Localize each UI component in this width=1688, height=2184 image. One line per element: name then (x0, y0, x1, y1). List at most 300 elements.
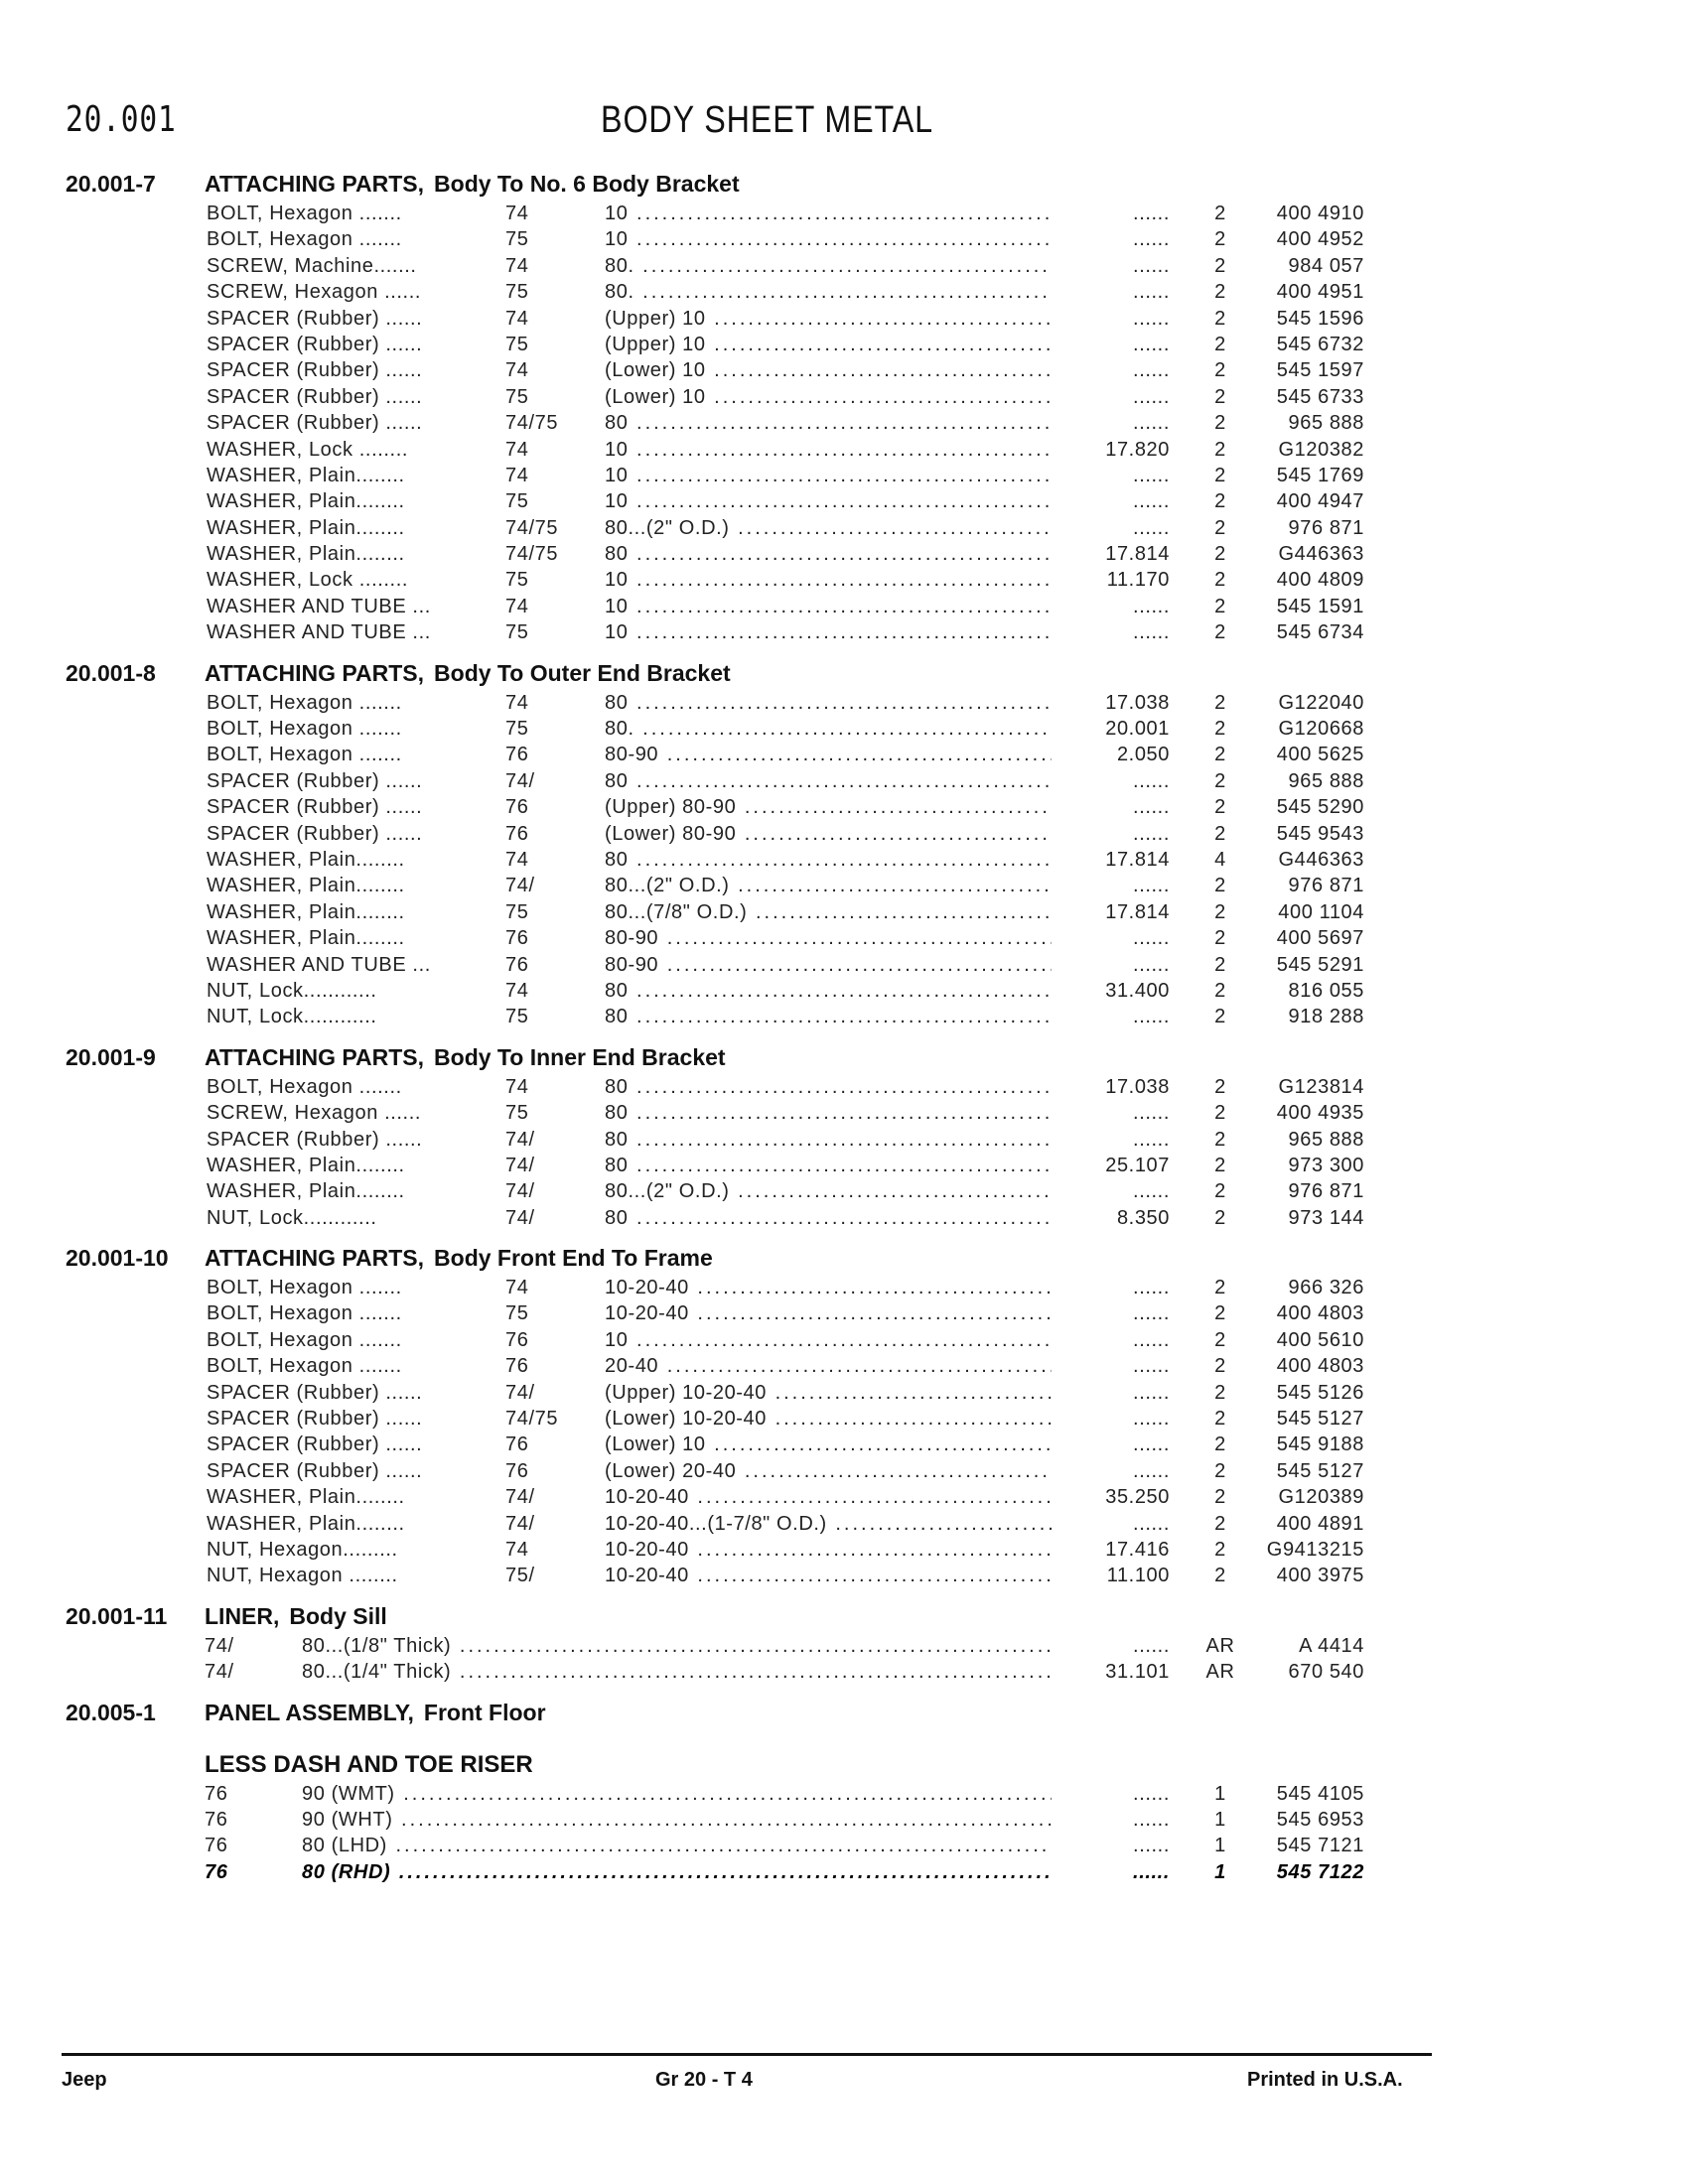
part-number: 400 3975 (1276, 1565, 1364, 1587)
application-text: 80 ..... (605, 770, 1052, 792)
quantity: 2 (1214, 1486, 1226, 1509)
model-number: 74/ (505, 875, 535, 897)
quantity: 2 (1214, 281, 1226, 304)
parts-section (0, 1245, 1688, 1589)
model-number: 74 (505, 979, 529, 1002)
part-description: BOLT, Hexagon ....... (207, 691, 402, 714)
application-text: (Lower) 10 ..... (605, 359, 1052, 381)
quantity: 2 (1214, 1180, 1226, 1203)
reference-number: 17.038 (1105, 1075, 1170, 1098)
table-row (0, 567, 1688, 593)
application-text: (Upper) 10 ..... (605, 308, 1052, 330)
table-row (0, 1633, 1688, 1659)
table-row (0, 1458, 1688, 1484)
part-description: WASHER, Lock ........ (207, 438, 409, 461)
table-row (0, 690, 1688, 716)
table-row (0, 873, 1688, 898)
table-row (0, 410, 1688, 436)
quantity: 2 (1214, 1565, 1226, 1587)
model-number: 74/ (505, 1486, 535, 1509)
application (605, 384, 1052, 410)
section-number: 20.001-9 (66, 1043, 156, 1070)
section-title (205, 1603, 387, 1630)
quantity: 1 (1214, 1808, 1226, 1831)
application-text: 10-20-40 ..... (605, 1277, 1052, 1298)
part-description: SPACER (Rubber) ...... (207, 1433, 423, 1456)
part-number: 545 5291 (1276, 953, 1364, 976)
application-text: 80 ..... (605, 1207, 1052, 1229)
quantity: 2 (1214, 228, 1226, 251)
reference-number: 25.107 (1105, 1154, 1170, 1176)
model-number: 75 (505, 228, 529, 251)
part-description: SCREW, Hexagon ...... (207, 281, 422, 304)
part-number: 545 9543 (1276, 822, 1364, 845)
application (605, 1004, 1052, 1029)
model-number: 76 (505, 1433, 529, 1456)
part-description: WASHER, Plain........ (207, 464, 405, 486)
application (605, 873, 1052, 898)
table-row (0, 594, 1688, 619)
reference-number: ...... (1133, 621, 1170, 644)
part-number: 545 7121 (1276, 1835, 1364, 1857)
part-description: SPACER (Rubber) ...... (207, 822, 423, 845)
table-row (0, 1004, 1688, 1029)
parts-list (0, 167, 1688, 1899)
part-number: G120382 (1278, 438, 1364, 461)
application-text: 80 ..... (605, 1006, 1052, 1027)
reference-number: ...... (1133, 307, 1170, 330)
parts-section (0, 660, 1688, 1030)
application-text: 80 ..... (605, 980, 1052, 1002)
quantity: 2 (1214, 979, 1226, 1002)
table-row (0, 1100, 1688, 1126)
quantity: 2 (1214, 307, 1226, 330)
table-row (0, 463, 1688, 488)
parts-section (0, 1700, 1688, 1886)
reference-number: ...... (1133, 1808, 1170, 1831)
reference-number: 17.814 (1105, 543, 1170, 566)
quantity: 2 (1214, 1075, 1226, 1098)
application (605, 488, 1052, 514)
table-row (0, 1205, 1688, 1231)
application (302, 1833, 1052, 1858)
part-description: WASHER AND TUBE ... (207, 621, 431, 644)
application (605, 226, 1052, 252)
reference-number: 11.100 (1106, 1565, 1170, 1587)
part-description: WASHER, Plain........ (207, 900, 405, 923)
quantity: 2 (1214, 359, 1226, 382)
quantity: 2 (1214, 1381, 1226, 1404)
reference-number: ...... (1133, 1180, 1170, 1203)
application (605, 437, 1052, 463)
reference-number: ...... (1133, 1835, 1170, 1857)
section-number: 20.001-10 (66, 1245, 169, 1272)
table-row (0, 515, 1688, 541)
application (605, 794, 1052, 820)
part-number: 545 1596 (1276, 307, 1364, 330)
table-row (0, 1353, 1688, 1379)
table-row (0, 619, 1688, 645)
table-row (0, 716, 1688, 742)
table-row (0, 1484, 1688, 1510)
application-text: 10 ..... (605, 596, 1052, 617)
section-title-main: PANEL ASSEMBLY, (205, 1699, 414, 1725)
section-title-main: ATTACHING PARTS, (205, 1043, 425, 1070)
part-number: 400 4935 (1276, 1102, 1364, 1125)
application (605, 619, 1052, 645)
application (605, 1074, 1052, 1100)
model-number: 75 (505, 333, 529, 355)
model-number: 74/ (505, 1206, 535, 1229)
part-description: WASHER, Plain........ (207, 927, 405, 950)
application (605, 306, 1052, 332)
model-number: 74/75 (505, 543, 559, 566)
reference-number: ...... (1133, 1128, 1170, 1151)
reference-number: ...... (1133, 1302, 1170, 1325)
part-description: NUT, Lock............ (207, 979, 377, 1002)
model-number: 76 (505, 744, 529, 766)
application (302, 1659, 1052, 1685)
reference-number: ...... (1133, 769, 1170, 792)
table-row (0, 1127, 1688, 1153)
application (605, 1127, 1052, 1153)
table-row (0, 1833, 1688, 1858)
reference-number: ...... (1133, 1408, 1170, 1431)
part-description: WASHER, Plain........ (207, 848, 405, 871)
reference-number: 20.001 (1105, 718, 1170, 741)
quantity: 2 (1214, 569, 1226, 592)
page-title: BODY SHEET METAL (601, 99, 933, 141)
part-description: WASHER, Lock ........ (207, 569, 409, 592)
quantity: 2 (1214, 438, 1226, 461)
application (605, 1432, 1052, 1457)
application (605, 742, 1052, 767)
part-number: 545 1597 (1276, 359, 1364, 382)
model-number: 75 (505, 621, 529, 644)
application-text: 10 ..... (605, 621, 1052, 643)
application (605, 1327, 1052, 1353)
application (605, 690, 1052, 716)
parts-section (0, 171, 1688, 646)
table-row (0, 384, 1688, 410)
quantity: 2 (1214, 385, 1226, 408)
footer-group: Gr 20 - T 4 (655, 2069, 753, 2091)
part-description: WASHER, Plain........ (207, 516, 405, 539)
part-number: 545 1591 (1276, 595, 1364, 617)
table-row (0, 226, 1688, 252)
application-text: 10-20-40 ..... (605, 1302, 1052, 1324)
application (605, 279, 1052, 305)
part-number: 545 4105 (1276, 1782, 1364, 1805)
model-number: 75 (505, 569, 529, 592)
part-number: 545 5290 (1276, 796, 1364, 819)
part-description: BOLT, Hexagon ....... (207, 203, 402, 224)
table-row (0, 978, 1688, 1004)
part-number: 973 144 (1288, 1206, 1364, 1229)
reference-number: 11.170 (1106, 569, 1170, 592)
model-number: 76 (505, 953, 529, 976)
table-row (0, 847, 1688, 873)
model-number: 76 (505, 1459, 529, 1482)
application-text: 80. ..... (605, 718, 1052, 740)
reference-number: ...... (1133, 1277, 1170, 1299)
part-number: 973 300 (1288, 1154, 1364, 1176)
application (605, 1205, 1052, 1231)
section-title-main: LINER, (205, 1602, 280, 1629)
application-text: 80 ..... (605, 1129, 1052, 1151)
section-number: 20.001-11 (66, 1602, 168, 1629)
section-title-main: ATTACHING PARTS, (205, 171, 425, 197)
section-subtitle: Body To Outer End Bracket (434, 659, 731, 686)
section-title-main: ATTACHING PARTS, (205, 659, 425, 686)
quantity: 2 (1214, 953, 1226, 976)
application-text: 80 ..... (605, 543, 1052, 565)
reference-number: ...... (1133, 1634, 1170, 1657)
part-number: 545 5126 (1276, 1381, 1364, 1404)
quantity: 2 (1214, 1538, 1226, 1561)
quantity: 1 (1214, 1782, 1226, 1805)
quantity: AR (1205, 1634, 1235, 1657)
model-number: 74/75 (505, 516, 559, 539)
quantity: 2 (1214, 1277, 1226, 1299)
part-number: 400 5697 (1276, 927, 1364, 950)
table-row (0, 488, 1688, 514)
section-heading (0, 1700, 1688, 1729)
table-row (0, 899, 1688, 925)
quantity: 2 (1214, 1512, 1226, 1535)
part-description: SPACER (Rubber) ...... (207, 307, 423, 330)
application-text: 10-20-40...(1-7/8" O.D.) ..... (605, 1513, 1052, 1535)
table-row (0, 1781, 1688, 1807)
part-number: G9413215 (1266, 1538, 1364, 1561)
part-number: 545 6734 (1276, 621, 1364, 644)
part-number: 400 4809 (1276, 569, 1364, 592)
model-number: 74/ (205, 1634, 234, 1657)
model-number: 76 (205, 1860, 228, 1883)
model-number: 74 (505, 1075, 529, 1098)
table-row (0, 1153, 1688, 1178)
part-description: SPACER (Rubber) ...... (207, 1128, 423, 1151)
model-number: 75 (505, 385, 529, 408)
table-row (0, 952, 1688, 978)
application-text: 10 ..... (605, 465, 1052, 486)
reference-number: 17.820 (1105, 438, 1170, 461)
part-description: NUT, Lock............ (207, 1206, 377, 1229)
model-number: 75 (505, 281, 529, 304)
quantity: 2 (1214, 412, 1226, 435)
part-description: WASHER, Plain........ (207, 1486, 405, 1509)
part-number: 400 4803 (1276, 1355, 1364, 1378)
model-number: 74 (505, 464, 529, 486)
application-text: 80. ..... (605, 255, 1052, 277)
application (605, 594, 1052, 619)
quantity: 2 (1214, 1408, 1226, 1431)
section-heading (0, 660, 1688, 690)
application-text: 80 ..... (605, 412, 1052, 434)
reference-number: ...... (1133, 464, 1170, 486)
part-description: SCREW, Machine....... (207, 254, 417, 277)
application-text: 20-40 ..... (605, 1355, 1052, 1377)
application-text: 90 (WMT) ..... (302, 1783, 1052, 1805)
reference-number: ...... (1133, 1860, 1170, 1883)
reference-number: 31.101 (1105, 1661, 1170, 1684)
table-row (0, 1807, 1688, 1833)
table-row (0, 201, 1688, 226)
quantity: 2 (1214, 718, 1226, 741)
application (605, 1275, 1052, 1300)
reference-number: ...... (1133, 595, 1170, 617)
quantity: 2 (1214, 796, 1226, 819)
reference-number: ...... (1133, 822, 1170, 845)
part-description: SPACER (Rubber) ...... (207, 385, 423, 408)
application (605, 332, 1052, 357)
part-description: BOLT, Hexagon ....... (207, 1355, 402, 1378)
model-number: 74/ (505, 1154, 535, 1176)
part-number: 976 871 (1288, 516, 1364, 539)
quantity: 2 (1214, 1128, 1226, 1151)
table-row (0, 437, 1688, 463)
table-row (0, 794, 1688, 820)
part-description: BOLT, Hexagon ....... (207, 1075, 402, 1098)
section-number: 20.001-7 (66, 171, 156, 197)
quantity: 2 (1214, 1433, 1226, 1456)
part-description: SPACER (Rubber) ...... (207, 769, 423, 792)
part-number: G120389 (1278, 1486, 1364, 1509)
reference-number: ...... (1133, 385, 1170, 408)
application (302, 1781, 1052, 1807)
part-description: NUT, Hexagon ........ (207, 1565, 398, 1587)
reference-number: 35.250 (1105, 1486, 1170, 1509)
section-subtitle: Body Sill (289, 1602, 387, 1629)
part-number: 400 4910 (1276, 203, 1364, 224)
application (605, 768, 1052, 794)
application (605, 1406, 1052, 1432)
parts-section (0, 1044, 1688, 1231)
application (605, 201, 1052, 226)
reference-number: ...... (1133, 1006, 1170, 1028)
application (605, 821, 1052, 847)
application (605, 847, 1052, 873)
part-description: BOLT, Hexagon ....... (207, 228, 402, 251)
section-heading (0, 1603, 1688, 1633)
footer-rule (62, 2053, 1432, 2056)
part-description: WASHER, Plain........ (207, 875, 405, 897)
application-text: 80 ..... (605, 1102, 1052, 1124)
quantity: 4 (1214, 848, 1226, 871)
quantity: 2 (1214, 769, 1226, 792)
model-number: 74 (505, 203, 529, 224)
subheading-text: LESS DASH AND TOE RISER (205, 1750, 533, 1778)
application-text: 80. ..... (605, 281, 1052, 303)
application-text: 10 ..... (605, 569, 1052, 591)
table-row (0, 357, 1688, 383)
part-number: 545 7122 (1276, 1860, 1364, 1883)
model-number: 76 (505, 1328, 529, 1351)
application (605, 253, 1052, 279)
part-description: SPACER (Rubber) ...... (207, 1381, 423, 1404)
application (605, 1484, 1052, 1510)
part-description: SCREW, Hexagon ...... (207, 1102, 422, 1125)
application (605, 1380, 1052, 1406)
table-row (0, 1659, 1688, 1685)
quantity: 2 (1214, 1206, 1226, 1229)
part-description: WASHER, Plain........ (207, 490, 405, 513)
part-number: 400 4891 (1276, 1512, 1364, 1535)
part-description: WASHER, Plain........ (207, 1512, 405, 1535)
application-text: 10 ..... (605, 203, 1052, 224)
application-text: 80 ..... (605, 849, 1052, 871)
table-row (0, 1178, 1688, 1204)
section-heading (0, 1044, 1688, 1074)
quantity: 2 (1214, 1302, 1226, 1325)
part-number: G446363 (1278, 543, 1364, 566)
part-number: 400 4951 (1276, 281, 1364, 304)
part-number: 400 5625 (1276, 744, 1364, 766)
application (605, 515, 1052, 541)
application-text: 10 ..... (605, 1329, 1052, 1351)
model-number: 74/ (505, 1381, 535, 1404)
reference-number: ...... (1133, 516, 1170, 539)
model-number: 76 (205, 1782, 228, 1805)
part-number: 918 288 (1288, 1006, 1364, 1028)
reference-number: ...... (1133, 1328, 1170, 1351)
section-subtitle: Body To No. 6 Body Bracket (434, 171, 740, 197)
application-text: 80 (LHD) ..... (302, 1835, 1052, 1856)
reference-number: ...... (1133, 228, 1170, 251)
parts-section (0, 1603, 1688, 1686)
application-text: 80-90 ..... (605, 954, 1052, 976)
table-row (0, 1859, 1688, 1885)
application-text: (Upper) 10-20-40 ..... (605, 1382, 1052, 1404)
model-number: 75 (505, 718, 529, 741)
application (605, 1300, 1052, 1326)
application-text: 80...(1/8" Thick) ..... (302, 1635, 1052, 1657)
model-number: 74 (505, 595, 529, 617)
section-title-main: ATTACHING PARTS, (205, 1245, 425, 1272)
application-text: 10 ..... (605, 228, 1052, 250)
application-text: 80...(2" O.D.) ..... (605, 1180, 1052, 1202)
application-text: (Lower) 20-40 ..... (605, 1460, 1052, 1482)
application (605, 925, 1052, 951)
section-title (205, 171, 740, 198)
application (605, 1178, 1052, 1204)
model-number: 74 (505, 848, 529, 871)
part-number: A 4414 (1299, 1634, 1364, 1657)
application-text: 80 (RHD) ..... (302, 1861, 1052, 1883)
reference-number: ...... (1133, 281, 1170, 304)
section-number: 20.001-8 (66, 659, 156, 686)
quantity: 2 (1214, 875, 1226, 897)
application-text: 80...(2" O.D.) ..... (605, 517, 1052, 539)
part-number: 976 871 (1288, 1180, 1364, 1203)
application-text: (Upper) 10 ..... (605, 334, 1052, 355)
application-text: 10 ..... (605, 490, 1052, 512)
quantity: 2 (1214, 254, 1226, 277)
part-description: WASHER, Plain........ (207, 543, 405, 566)
reference-number: 17.416 (1105, 1538, 1170, 1561)
part-number: G446363 (1278, 848, 1364, 871)
application (302, 1633, 1052, 1659)
application (605, 1537, 1052, 1563)
part-description: WASHER AND TUBE ... (207, 595, 431, 617)
section-subheading (0, 1747, 1688, 1781)
model-number: 74/ (505, 1128, 535, 1151)
part-description: SPACER (Rubber) ...... (207, 333, 423, 355)
application (605, 567, 1052, 593)
reference-number: ...... (1133, 1782, 1170, 1805)
quantity: 1 (1214, 1835, 1226, 1857)
table-row (0, 541, 1688, 567)
